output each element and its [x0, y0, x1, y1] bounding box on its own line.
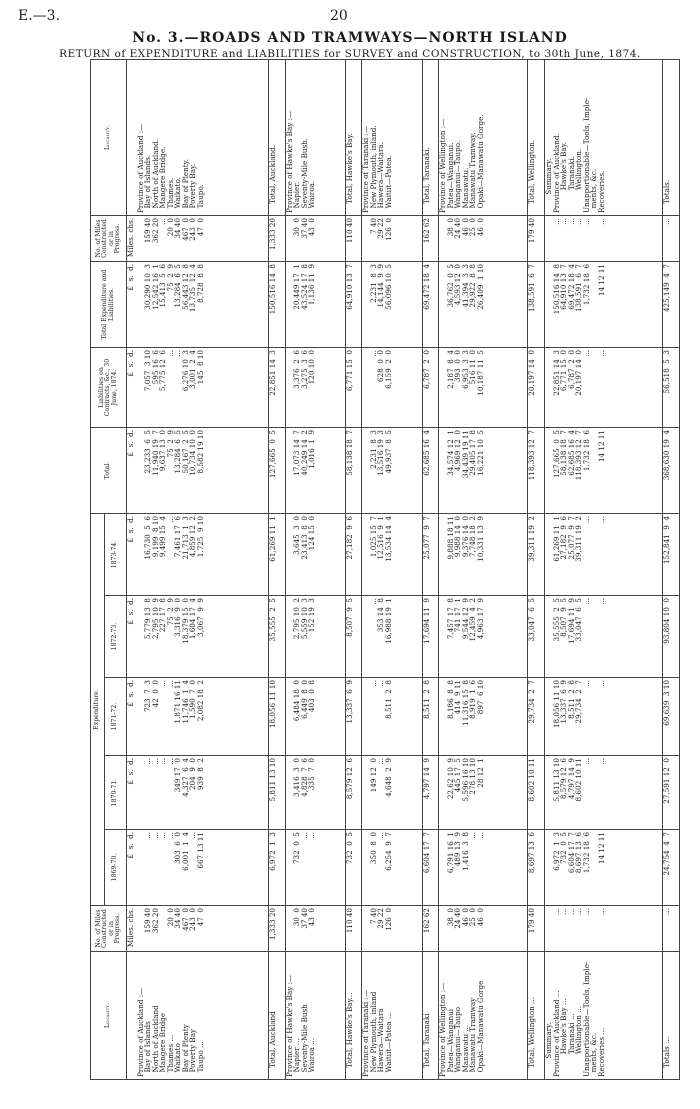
cell-miles: 1,333 20	[269, 906, 286, 952]
cell-liab: 20,197 14 0	[528, 348, 545, 428]
total-header: Total.	[91, 428, 127, 514]
cell-total: 127,665 0 5 58,138 18 7 62,685 16 4 118,393 12 7 1,732 18 6 14 12 11	[544, 428, 663, 514]
table-row	[439, 60, 528, 1080]
cell-total: 2,231 8 3 13,516 19 3 49,937 8 5	[362, 428, 422, 514]
cell-totalexp: 138,591 6 7	[528, 262, 545, 348]
table-row	[137, 60, 269, 1080]
units-miles: Miles. chs.	[127, 906, 137, 952]
cell-y1871: 8,186 8 8 414 9 11 11,316 15 8 8,919 1 6 897 6 10	[439, 678, 528, 756]
cell-liab: 6,771 15 0	[345, 348, 362, 428]
cell-y1872: 33,047 6 5	[528, 596, 545, 678]
cell-y1871: 6,484 18 0 6,449 8 0 403 0 8	[285, 678, 345, 756]
cell-total: 368,630 19 4	[663, 428, 680, 514]
year-1872-header: 1872-73.	[105, 596, 127, 678]
cell-y1872: 93,804 10 0	[663, 596, 680, 678]
cell-miles2: 7 40 29 22 126 0	[362, 216, 422, 262]
cell-total: 58,138 18 7	[345, 428, 362, 514]
units-money: £ s. d.	[127, 514, 137, 596]
locality-header-right: Locality.	[91, 60, 127, 216]
cell-totalexp: 425,149 4 7	[663, 262, 680, 348]
cell-y1870: 3,416 3 0 4,828 7 6 335 7 0	[285, 756, 345, 830]
cell-miles2: ...	[663, 216, 680, 262]
total-row	[269, 60, 286, 1080]
cell-locality: Summary. Province of Auckland ... Hawke's Bay ... Taranaki ... Wellington ... Unapportionable—Tools, Imple- ments, &c. Recoveries ...	[544, 952, 663, 1080]
cell-total: 62,685 16 4	[422, 428, 439, 514]
units-money: £ s. d.	[127, 428, 137, 514]
cell-locality2: Total, Taranaki.	[422, 60, 439, 216]
page-title: No. 3.—ROADS AND TRAMWAYS—NORTH ISLAND	[132, 30, 568, 46]
cell-miles: 110 40	[345, 906, 362, 952]
cell-miles: ...	[663, 906, 680, 952]
cell-y1871: 29,734 2 7	[528, 678, 545, 756]
page-reference: E.—3.	[18, 8, 61, 24]
cell-y1872: 8,507 9 5	[345, 596, 362, 678]
units-money: £ s. d.	[127, 348, 137, 428]
year-1873-header: 1873-74.	[105, 514, 127, 596]
cell-totalexp: 36,762 0 5 4,593 12 0 41,394 3 3 29,922 8 8 26,409 1 10	[439, 262, 528, 348]
cell-miles: 159 40 362 20 20 0 34 40 467 0 243 0 47 0	[137, 906, 269, 952]
cell-locality2: Province of Taranaki :— New Plymouth, inland. Hawera—Waitara. Waitiit—Patea.	[362, 60, 422, 216]
cell-locality: Province of Wellington :— Patea—Wanganui Wanganui—Taupo Manawatu ... Manawatu Tramway Opaki—Manawatu Gorge	[439, 952, 528, 1080]
liabilities-header: Liabilities on Contracts, &c., 30 June, 1874.	[91, 348, 127, 428]
cell-y1873: 39,311 19 2	[528, 514, 545, 596]
cell-miles2: 1,333 20	[269, 216, 286, 262]
cell-y1872: 35,555 2 5	[269, 596, 286, 678]
cell-y1871: 69,639 3 10	[663, 678, 680, 756]
cell-miles: 38 0 24 40 46 0 25 0 46 0	[439, 906, 528, 952]
cell-y1870: 4,797 14 9	[422, 756, 439, 830]
total-row	[345, 60, 362, 1080]
page-number: 20	[330, 8, 348, 24]
cell-y1873: 9,888 18 11 9,988 14 0 9,376 14 0 7,748 18 2 10,331 13 9	[439, 514, 528, 596]
cell-y1871: 18,056 11 10	[269, 678, 286, 756]
cell-miles2: ... ... ... ... ... ...	[544, 216, 663, 262]
cell-y1871: 18,056 11 10 13,337 6 9 8,511 2 8 29,734 2 7 ... ...	[544, 678, 663, 756]
cell-liab: 22,851 14 3	[269, 348, 286, 428]
cell-y1872: 17,694 11 9	[422, 596, 439, 678]
cell-locality: Total, Wellington ...	[528, 952, 545, 1080]
cell-locality: Total, Taranaki	[422, 952, 439, 1080]
cell-y1873: 61,269 11 1	[269, 514, 286, 596]
total-row	[528, 60, 545, 1080]
cell-locality2: Province of Auckland :— Bay of Islands. North of Auckland. Mangere Bridge. Thames. Waikato. Bay of Plenty. Poverty Bay. Taupo.	[137, 60, 269, 216]
cell-y1870: 27,591 12 0	[663, 756, 680, 830]
page-subtitle: RETURN of EXPENDITURE and LIABILITIES for SURVEY and CONSTRUCTION, to 30th June, 1874.	[59, 48, 641, 60]
cell-locality: Total, Hawke's Bay...	[345, 952, 362, 1080]
table-row	[544, 60, 663, 1080]
cell-locality2: Totals.	[663, 60, 680, 216]
cell-miles2: 30 0 37 40 43 0	[285, 216, 345, 262]
cell-locality: Total, Auckland	[269, 952, 286, 1080]
cell-y1872: 35,555 2 5 8,507 9 5 17,694 11 9 33,047 6 5 ... ...	[544, 596, 663, 678]
cell-y1873: 27,182 9 6	[345, 514, 362, 596]
cell-locality: Province of Auckland :— Bay of Islands North of Auckland Mangere Bridge Thames ... Waikato Bay of Plenty Poverty Bay Taupo ...	[137, 952, 269, 1080]
locality-header: Locality.	[91, 952, 127, 1080]
expenditure-table	[90, 59, 680, 1080]
cell-y1871: 723 7 3 42 0 0 ... ... 1,871 16 11 11,746 1 4 1,590 7 0 2,082 18 2	[137, 678, 269, 756]
cell-y1872: 7,457 17 8 741 17 1 9,544 12 9 12,459 4 2 4,963 17 9	[439, 596, 528, 678]
cell-y1869: 6,972 1 3 732 0 5 6,604 17 7 8,697 13 6 1,732 18 6 14 12 11	[544, 830, 663, 906]
cell-locality2: Total, Hawke's Bay.	[345, 60, 362, 216]
cell-totalexp: 150,516 14 8 64,910 13 7 69,472 18 4 138,591 6 7 1,732 18 6 14 12 11	[544, 262, 663, 348]
total-row	[663, 60, 680, 1080]
cell-totalexp: 30,290 10 3 12,542 16 1 15,413 5 6 75 2 9 13,284 6 5 56,443 12 8 13,735 12 4 8,728 8 8	[137, 262, 269, 348]
cell-miles: 162 62	[422, 906, 439, 952]
cell-y1870: 149 12 0 ... 4,648 2 9	[362, 756, 422, 830]
miles-header: No. of Miles Constructed or in Progress.	[91, 906, 127, 952]
cell-liab: 3,376 2 6 3,275 3 6 120 10 0	[285, 348, 345, 428]
cell-y1869: 350 8 0 ... 6,254 9 7	[362, 830, 422, 906]
units-money: £ s. d.	[127, 262, 137, 348]
units-money: £ s. d.	[127, 678, 137, 756]
cell-y1869: 8,697 13 6	[528, 830, 545, 906]
cell-total: 118,393 12 7	[528, 428, 545, 514]
cell-total: 127,665 0 5	[269, 428, 286, 514]
cell-miles2: 162 62	[422, 216, 439, 262]
cell-y1869: 24,754 4 7	[663, 830, 680, 906]
table-row	[362, 60, 422, 1080]
year-1869-header: 1869-70.	[105, 830, 127, 906]
cell-y1871: 13,337 6 9	[345, 678, 362, 756]
cell-y1870: 8,602 10 11	[528, 756, 545, 830]
cell-y1873: 152,841 9 4	[663, 514, 680, 596]
cell-y1873: 25,077 9 7	[422, 514, 439, 596]
cell-totalexp: 20,449 17 1 43,524 17 8 1,136 11 9	[285, 262, 345, 348]
cell-y1873: 61,269 11 1 27,182 9 6 25,077 9 7 39,311 19 2 ... ...	[544, 514, 663, 596]
cell-y1873: 1,025 15 7 12,516 9 1 13,534 14 4	[362, 514, 422, 596]
cell-y1869: 6,972 1 3	[269, 830, 286, 906]
cell-y1869: 6,604 17 7	[422, 830, 439, 906]
cell-total: 34,574 12 1 4,969 12 0 34,439 19 11 29,405 17 8 16,221 10 5	[439, 428, 528, 514]
cell-liab: 6,787 2 0	[422, 348, 439, 428]
units-miles: Miles. chs.	[127, 216, 137, 262]
expenditure-header: Expenditure.	[91, 514, 105, 906]
cell-totalexp: 64,910 13 7	[345, 262, 362, 348]
cell-y1870: 5,811 13 10	[269, 756, 286, 830]
cell-liab: 56,518 5 3	[663, 348, 680, 428]
cell-liab: 22,851 14 3 6,771 15 0 6,787 2 0 20,197 14 0 ... ...	[544, 348, 663, 428]
cell-liab: 2,187 8 4 393 0 0 6,953 3 3 516 11 0 10,187 11 5	[439, 348, 528, 428]
cell-miles: 179 40	[528, 906, 545, 952]
cell-miles2: 38 0 24 40 46 0 25 0 46 0	[439, 216, 528, 262]
cell-locality2: Province of Wellington :— Patea—Wanganui. Wanganui—Taupo. Manawatu. Manawatu Tramway. Opaki—Manawatu Gorge.	[439, 60, 528, 216]
cell-miles2: 179 40	[528, 216, 545, 262]
table-body	[137, 60, 680, 1080]
cell-miles2: 110 40	[345, 216, 362, 262]
cell-locality: Province of Taranaki :— New Plymouth, inland Hawera—Waitara Waitiit—Patea ...	[362, 952, 422, 1080]
units-money: £ s. d.	[127, 596, 137, 678]
cell-y1872: ... 353 14 8 16,988 19 1	[362, 596, 422, 678]
cell-totalexp: 150,516 14 8	[269, 262, 286, 348]
cell-miles2: 159 40 362 20 ... 20 0 34 40 467 0 243 0 47 0	[137, 216, 269, 262]
cell-y1870: 5,811 13 10 8,579 12 6 4,797 14 9 8,602 10 11 ... ...	[544, 756, 663, 830]
cell-locality2: Province of Hawke's Bay :— Napier. Seventy-Mile Bush. Wairoa.	[285, 60, 345, 216]
cell-y1869: 732 0 5	[345, 830, 362, 906]
cell-y1870: 22,62 10 9 445 17 5 5,596 16 10 278 13 10 28 12 1	[439, 756, 528, 830]
rotated-table-wrapper	[90, 60, 680, 1080]
cell-y1873: 3,645 3 0 23,413 8 0 124 15 0	[285, 514, 345, 596]
miles-header-right: No. of Miles Constructed or in Progress.	[91, 216, 127, 262]
total-row	[422, 60, 439, 1080]
year-1870-header: 1870-71.	[105, 756, 127, 830]
cell-locality2: Total, Auckland.	[269, 60, 286, 216]
year-1871-header: 1871-72.	[105, 678, 127, 756]
title-block	[0, 30, 700, 60]
cell-locality2: Summary. Province of Auckland. Hawke's Bay. Taranaki. Wellington. Unapportionable—Tools, Imple- ments, &c. Recoveries.	[544, 60, 663, 216]
cell-locality: Province of Hawke's Bay :— Napier ... Seventy-Mile Bush Wairoa ...	[285, 952, 345, 1080]
cell-liab: ... 628 0 0 6,159 2 0	[362, 348, 422, 428]
cell-totalexp: 69,472 18 4	[422, 262, 439, 348]
cell-y1873: 16,730 5 6 9,199 8 10 9,499 15 4 ... 7,461 17 6 21,713 1 3 4,859 12 2 1,725 9 10	[137, 514, 269, 596]
cell-y1870: 8,579 12 6	[345, 756, 362, 830]
cell-y1869: ... ... ... ... 303 6 0 6,001 1 4 ... 667 13 11	[137, 830, 269, 906]
cell-locality2: Total, Wellington.	[528, 60, 545, 216]
cell-y1872: 2,795 10 2 5,559 10 3 152 19 3	[285, 596, 345, 678]
cell-y1871: ... ... 8,511 2 8	[362, 678, 422, 756]
cell-miles: 30 0 37 40 43 0	[285, 906, 345, 952]
cell-liab: 7,057 3 10 595 16 6 5,775 12 6 ... ... 6,276 10 3 3,001 2 4 145 8 10	[137, 348, 269, 428]
cell-miles: ... ... ... ... ... ...	[544, 906, 663, 952]
units-money: £ s. d.	[127, 756, 137, 830]
cell-total: 17,073 14 7 40,249 14 2 1,016 1 9	[285, 428, 345, 514]
cell-y1870: ... ... ... ... 349 17 0 4,327 6 4 204 9 0 939 8 2	[137, 756, 269, 830]
units-money: £ s. d.	[127, 830, 137, 906]
cell-totalexp: 2,231 8 3 14,144 9 9 56,096 10 5	[362, 262, 422, 348]
total-exp-liab-header: Total Expenditure and Liabilities.	[91, 262, 127, 348]
cell-miles: 7 40 29 22 126 0	[362, 906, 422, 952]
table-row	[285, 60, 345, 1080]
cell-total: 23,233 6 5 11,940 19 7 9,637 13 0 75 2 9 13,284 6 5 50,167 2 5 10,734 10 0 8,582 19 10	[137, 428, 269, 514]
cell-locality: Totals ...	[663, 952, 680, 1080]
cell-y1869: 732 0 5 ... ...	[285, 830, 345, 906]
cell-y1871: 8,511 2 8	[422, 678, 439, 756]
cell-y1869: 6,791 16 1 489 13 9 1,416 3 8 ... ...	[439, 830, 528, 906]
cell-y1872: 5,779 13 8 2,795 10 9 227 17 8 75 2 9 3,316 9 0 18,379 15 0 1,604 17 4 3,067 9 9	[137, 596, 269, 678]
